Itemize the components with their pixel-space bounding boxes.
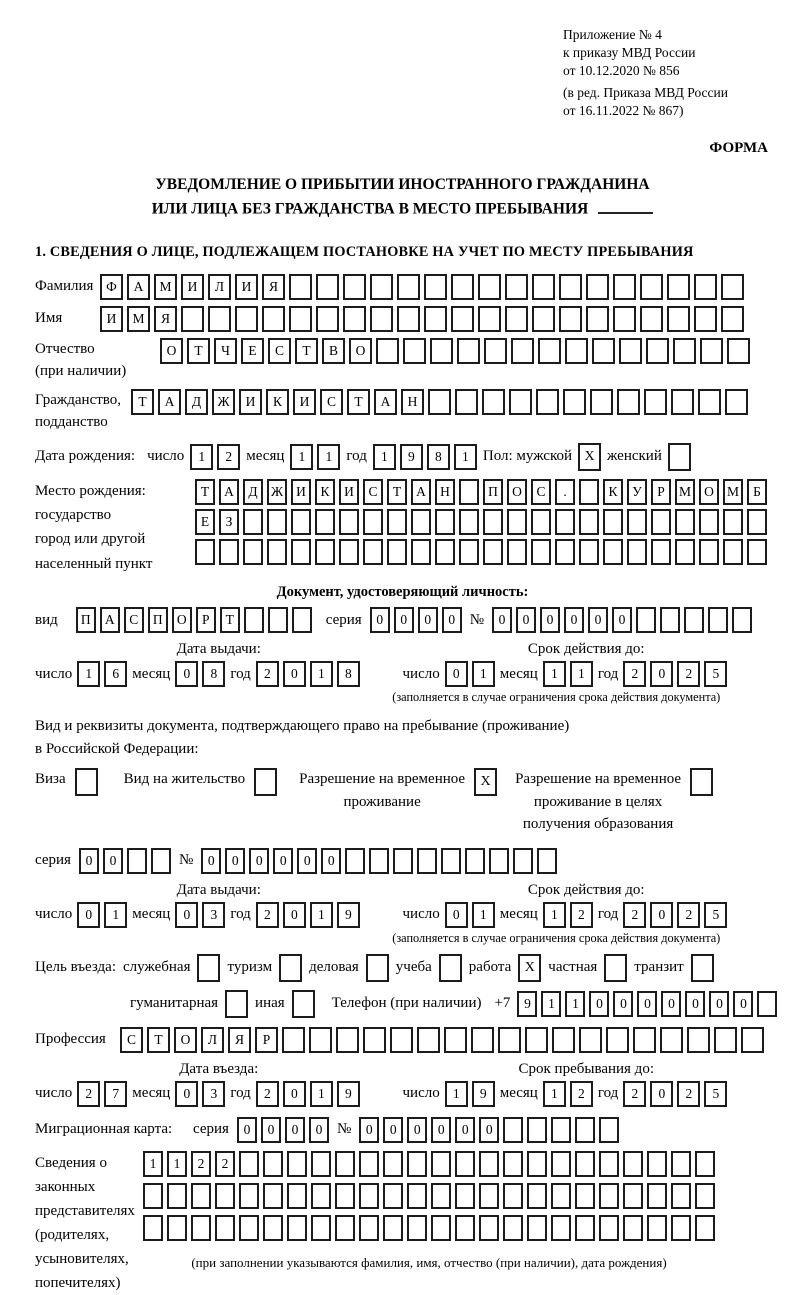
month-label: месяц [246, 448, 285, 465]
requisite-edition-line: от 16.11.2022 № 867) [563, 103, 684, 119]
doc-number-cells[interactable]: 0 0 0 0 0 0 [492, 607, 752, 633]
day-label: число [402, 1085, 440, 1101]
residence-doc-series-row [35, 848, 770, 874]
representatives-cells-row2[interactable] [143, 1183, 715, 1209]
birth-place-row [35, 479, 770, 576]
residence-valid-title: Срок действия до: [527, 881, 645, 898]
residence-valid-year-cells[interactable]: 2 0 2 5 [623, 902, 727, 928]
identity-valid-year-cells[interactable]: 2 0 2 5 [623, 661, 727, 687]
requisite-line: к приказу МВД России [563, 44, 696, 60]
doc-type-label: вид [35, 611, 58, 628]
residence-valid-month-cells[interactable]: 1 2 [543, 902, 593, 928]
given-name-cells[interactable]: И М Я [100, 306, 744, 332]
series-label: серия [325, 611, 362, 628]
day-label: число [35, 906, 73, 922]
stay-year-cells[interactable]: 2 0 2 5 [623, 1081, 727, 1107]
purpose-private-label: частная [548, 959, 598, 975]
patronymic-cells[interactable]: О Т Ч Е С Т В О [160, 338, 750, 364]
section1-heading: 1. СВЕДЕНИЯ О ЛИЦЕ, ПОДЛЕЖАЩЕМ ПОСТАНОВКЕ НА УЧЕТ ПО МЕСТУ ПРЕБЫВАНИЯ [35, 243, 694, 260]
purpose-transit-label: транзит [634, 959, 684, 975]
identity-valid-title: Срок действия до: [527, 641, 645, 657]
residence-valid-note: (заполняется в случае ограничения срока действия документа) [392, 930, 721, 945]
purpose-study-label: учеба [395, 959, 432, 975]
visit-purpose-row2 [130, 990, 770, 1018]
visit-purpose-row [35, 954, 770, 982]
identity-issue-year-cells[interactable]: 2 0 1 8 [256, 661, 360, 687]
identity-valid-month-cells[interactable]: 1 1 [543, 661, 593, 687]
surname-cells[interactable]: Ф А М И Л И Я [100, 274, 744, 300]
phone-cells[interactable]: 9 1 1 0 0 0 0 0 0 0 [517, 991, 777, 1017]
residence-doc-dates-row [35, 882, 770, 946]
entry-date-col [35, 1061, 403, 1107]
doc-series-cells[interactable]: 0 0 0 0 [370, 607, 462, 633]
year-label: год [597, 906, 619, 922]
identity-valid-col [392, 641, 771, 705]
residence-valid-day-cells[interactable]: 0 1 [445, 902, 495, 928]
purpose-humanitarian-checkbox[interactable] [225, 990, 248, 1018]
day-label: число [35, 1085, 73, 1101]
representatives-row [35, 1151, 770, 1295]
entry-day-cells[interactable]: 2 7 [77, 1081, 127, 1107]
purpose-business-label: деловая [309, 959, 359, 975]
citizenship-row [35, 389, 770, 434]
identity-valid-note: (заполняется в случае ограничения срока действия документа) [392, 690, 721, 704]
residence-number-cells[interactable]: 0 0 0 0 0 0 [201, 848, 557, 874]
month-label: месяц [499, 665, 538, 682]
identity-doc-row [35, 607, 770, 633]
profession-cells[interactable]: С Т О Л Я Р [120, 1027, 764, 1053]
given-name-label: Имя [35, 310, 63, 327]
residence-options-row [35, 768, 770, 836]
birth-place-cells-row3[interactable] [195, 539, 767, 565]
day-label: число [35, 665, 73, 682]
purpose-other-checkbox[interactable] [292, 990, 315, 1018]
year-label: год [597, 665, 619, 682]
residence-permit-checkbox[interactable] [254, 768, 277, 796]
representatives-cells-row1[interactable]: 1 1 2 2 [143, 1151, 715, 1177]
stay-day-cells[interactable]: 1 9 [445, 1081, 495, 1107]
year-label: год [597, 1085, 619, 1101]
purpose-tourism-checkbox[interactable] [279, 954, 302, 982]
residence-issue-month-cells[interactable]: 0 3 [175, 902, 225, 928]
temp-residence-checkbox[interactable]: X [474, 768, 497, 796]
representatives-label: Сведения о законных представителях (родителях, усыновителях, попечителях) [35, 1154, 135, 1291]
visit-purpose-label: Цель въезда: [35, 959, 116, 975]
given-name-row [35, 306, 770, 332]
birth-date-row [35, 443, 770, 471]
profession-label: Профессия [35, 1031, 106, 1047]
purpose-work-checkbox[interactable]: X [518, 954, 541, 982]
gender-male-label: Пол: мужской [482, 448, 573, 465]
requisite-line: от 10.12.2020 № 856 [563, 62, 680, 78]
entry-date-title: Дата въезда: [179, 1060, 259, 1077]
purpose-official-label: служебная [122, 959, 191, 975]
profession-row [35, 1027, 770, 1053]
representatives-cells-row3[interactable] [143, 1215, 715, 1241]
option-temp-residence: Разрешение на временное проживание X [299, 768, 497, 813]
birth-day-cells[interactable]: 1 2 [190, 444, 240, 470]
number-sign: № [178, 852, 194, 868]
day-label: число [147, 448, 185, 465]
birth-month-cells[interactable]: 1 1 [290, 444, 340, 470]
identity-doc-dates-row [35, 641, 770, 705]
form-label: ФОРМА [709, 140, 768, 157]
migration-series-cells[interactable]: 0 0 0 0 [237, 1117, 329, 1143]
entry-dates-row [35, 1061, 770, 1107]
purpose-business-checkbox[interactable] [366, 954, 389, 982]
residence-issue-year-cells[interactable]: 2 0 1 9 [256, 902, 360, 928]
patronymic-row [35, 338, 770, 383]
migration-card-label: Миграционная карта: [35, 1121, 173, 1137]
purpose-private-checkbox[interactable] [604, 954, 627, 982]
title-line1: УВЕДОМЛЕНИЕ О ПРИБЫТИИ ИНОСТРАННОГО ГРАЖДАНИНА [155, 176, 650, 194]
birth-date-label: Дата рождения: [35, 448, 136, 465]
citizenship-cells[interactable]: Т А Д Ж И К И С Т А Н [131, 389, 748, 415]
purpose-humanitarian-label: гуманитарная [130, 995, 219, 1011]
residence-series-cells[interactable]: 0 0 [79, 848, 171, 874]
phone-label: Телефон (при наличии) [331, 995, 482, 1011]
purpose-transit-checkbox[interactable] [691, 954, 714, 982]
option-temp-residence-education: Разрешение на временное проживание в целях получения образования [515, 768, 713, 836]
surname-row [35, 274, 770, 300]
birth-place-label: Место рождения: государство город или другой населенный пункт [35, 482, 153, 572]
birth-place-cells-row1[interactable]: Т А Д Ж И К И С Т А Н П О С . К У Р М О М Б [195, 479, 767, 505]
migration-number-cells[interactable]: 0 0 0 0 0 0 [359, 1117, 619, 1143]
gender-female-checkbox[interactable] [668, 443, 691, 471]
visa-checkbox[interactable] [75, 768, 98, 796]
stay-month-cells[interactable]: 1 2 [543, 1081, 593, 1107]
identity-valid-day-cells[interactable]: 0 1 [445, 661, 495, 687]
residence-doc-intro: Вид и реквизиты документа, подтверждающего право на пребывание (проживание) в Российской Федерации: [35, 718, 570, 757]
month-label: месяц [499, 1085, 538, 1101]
doc-type-cells[interactable]: П А С П О Р Т [76, 607, 312, 633]
year-label: год [230, 665, 251, 682]
day-label: число [402, 906, 440, 922]
birth-year-cells[interactable]: 1 9 8 1 [373, 444, 477, 470]
purpose-official-checkbox[interactable] [197, 954, 220, 982]
option-visa: Виза [35, 768, 98, 796]
page-title [35, 173, 770, 222]
title-line2: ИЛИ ЛИЦА БЕЗ ГРАЖДАНСТВА В МЕСТО ПРЕБЫВАНИЯ [35, 197, 770, 222]
requisite-edition-line: (в ред. Приказа МВД России [563, 85, 728, 101]
gender-female-label: женский [607, 448, 662, 465]
day-label: число [402, 665, 440, 682]
number-sign: № [336, 1121, 352, 1137]
stay-until-col [403, 1061, 771, 1107]
month-label: месяц [132, 665, 171, 682]
surname-label: Фамилия [35, 278, 94, 295]
order-requisites [563, 26, 768, 120]
residence-valid-col [392, 881, 771, 946]
stay-until-title: Срок пребывания до: [518, 1060, 654, 1077]
series-label: серия [193, 1121, 229, 1137]
year-label: год [346, 448, 367, 465]
gender-male-checkbox[interactable]: X [578, 443, 601, 471]
title-blank-line [598, 197, 653, 214]
residence-issue-title: Дата выдачи: [176, 881, 261, 898]
month-label: месяц [132, 1085, 171, 1101]
identity-doc-heading: Документ, удостоверяющий личность: [276, 584, 529, 600]
patronymic-label: Отчество (при наличии) [35, 340, 127, 380]
month-label: месяц [499, 906, 538, 922]
entry-year-cells[interactable]: 2 0 1 9 [256, 1081, 360, 1107]
month-label: месяц [132, 906, 171, 922]
purpose-work-label: работа [468, 959, 512, 975]
phone-prefix: +7 [494, 995, 511, 1011]
requisite-line: Приложение № 4 [563, 27, 662, 42]
representatives-note: (при заполнении указываются фамилия, имя, отчество (при наличии), дата рождения) [191, 1254, 667, 1270]
purpose-tourism-label: туризм [227, 959, 273, 975]
year-label: год [230, 906, 251, 922]
temp-residence-education-checkbox[interactable] [690, 768, 713, 796]
identity-issue-title: Дата выдачи: [176, 641, 261, 657]
birth-place-cells-row2[interactable]: Е З [195, 509, 767, 535]
identity-issue-day-cells[interactable]: 1 6 [77, 661, 127, 687]
year-label: год [230, 1085, 251, 1101]
option-residence-permit: Вид на жительство [124, 768, 277, 796]
citizenship-label: Гражданство, подданство [35, 391, 122, 431]
purpose-study-checkbox[interactable] [439, 954, 462, 982]
identity-issue-month-cells[interactable]: 0 8 [175, 661, 225, 687]
entry-month-cells[interactable]: 0 3 [175, 1081, 225, 1107]
purpose-other-label: иная [255, 995, 285, 1011]
migration-card-row [35, 1117, 770, 1143]
number-sign: № [469, 611, 484, 628]
series-label: серия [35, 852, 71, 868]
residence-issue-day-cells[interactable]: 0 1 [77, 902, 127, 928]
